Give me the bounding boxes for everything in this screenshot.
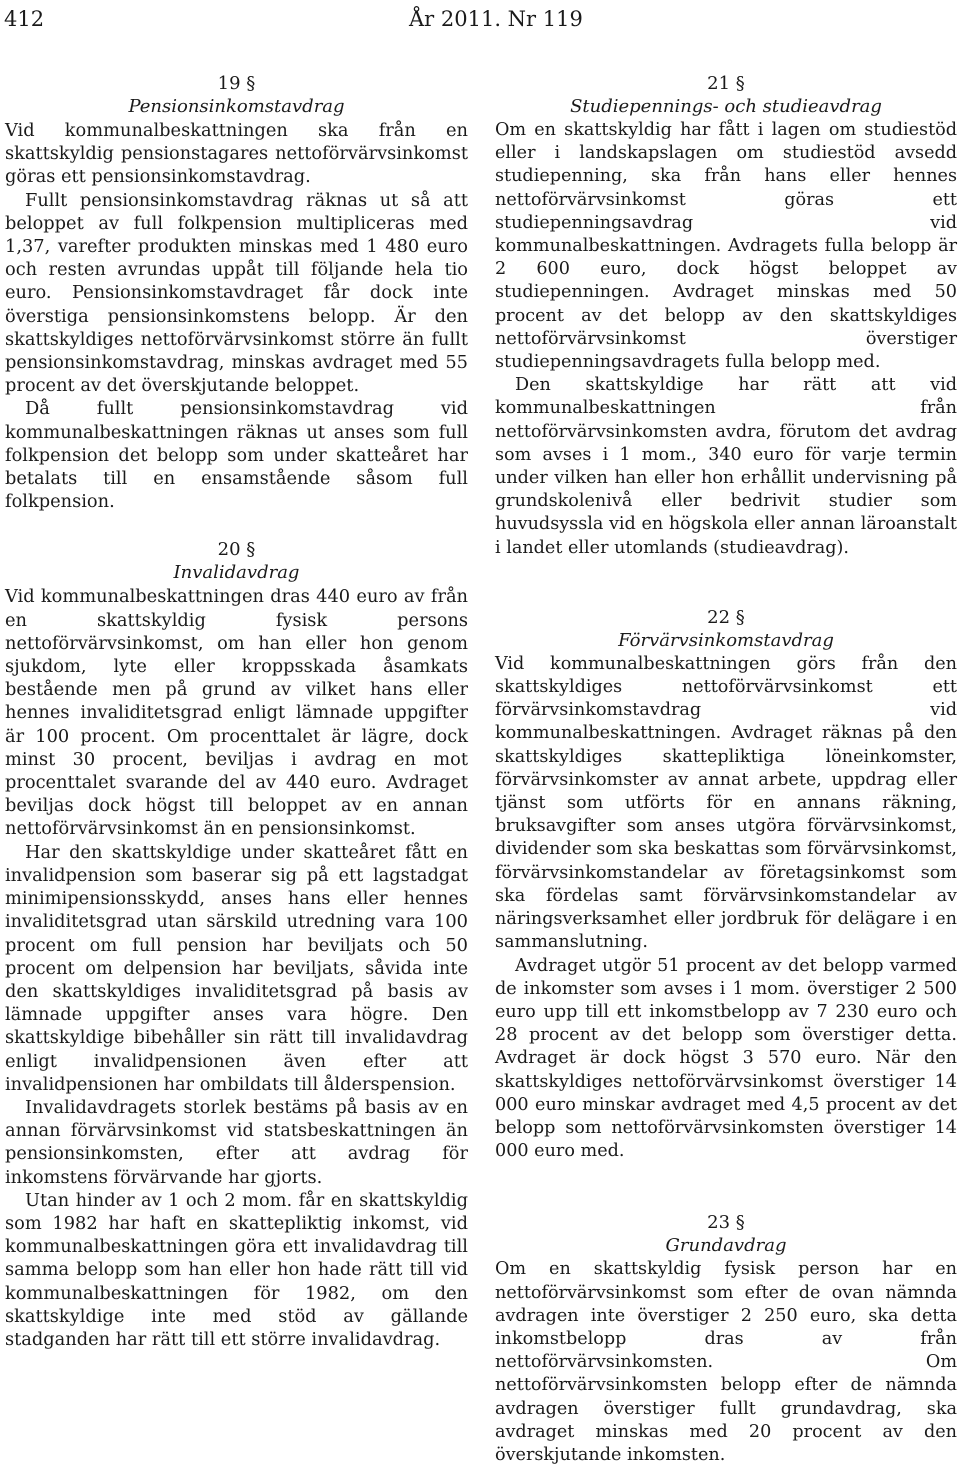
left-column [5,72,468,1351]
issue-heading: År 2011. Nr 119 [409,7,583,31]
paragraph: Den skattskyldige har rätt att vid kommunalbeskattningen från nettoförvärvsinkomsten avdra, förutom det avdrag som avses i 1 mom., 340 euro för varje termin under vilken han eller hon erhållit undervisning på grundskolenivå eller bedrivit studier som huvudsyssla vid en högskola eller annan läroanstalt i landet eller utomlands (studieavdrag). [495,375,957,558]
section-title: Studiepennings- och studieavdrag [570,96,882,117]
page-header [4,4,583,38]
paragraph: Har den skattskyldige under skatteåret fått en invalidpension som baserar sig på ett lagstadgat minimipensionsskydd, anses hans eller hennes invaliditetsgrad utan särskild utredning vara 100 procent om full pension har beviljats och 50 procent om delpension har beviljats, såvida inte den skattskyldiges invaliditetsgrad på basis av lämnade uppgifter anses vara högre. Den skattskyldige bibehåller sin rätt till invalidavdrag enligt invalidpensionen även efter att invalidpensionen har ombildats till ålderspension. [5,841,468,1095]
paragraph: Utan hinder av 1 och 2 mom. får en skattskyldig som 1982 har haft en skattepliktig inkomst, vid kommunalbeskattningen göra ett invalidavdrag till samma belopp som han eller hon hade rätt till vid kommunalbeskattningen för 1982, om den skattskyldige inte med stöd av gällande stadganden har rätt till ett större invalidavdrag. [5,1189,468,1350]
paragraph: Då fullt pensionsinkomstavdrag vid kommunalbeskattningen räknas ut anses som full folkpension det belopp som under skatteåret har betalats till en ensamstående såsom full folkpension. [5,398,468,513]
paragraph: Vid kommunalbeskattningen görs från den skattskyldiges nettoförvärvsinkomst ett förvärvsinkomstavdrag vid kommunalbeskattningen. Avdraget räknas på den skattskyldiges skattepliktiga löneinkomster, förvärvsinkomster av annat arbete, uppdrag eller tjänst som utförts för en annans räkning, bruksavgifter som anses utgöra förvärvsinkomst, dividender som ska beskattas som förvärvsinkomst, förvärvsinkomstandelar av företagsinkomst som ska fördelas samt förvärvsinkomstandelar av näringsverksamhet eller jordbruk för delägare i en sammanslutning. [495,653,957,953]
section-23 [495,1211,957,1467]
section-22 [495,606,957,1163]
paragraph: Invalidavdragets storlek bestäms på basis av en annan förvärvsinkomst vid statsbeskattningen än pensionsinkomsten, efter att avdrag för inkomstens förvärvande har gjorts. [5,1096,468,1188]
section-number: 21 § [707,73,745,94]
section-20 [5,538,468,1351]
section-number: 19 § [217,73,256,94]
section-19 [5,72,468,513]
paragraph: Vid kommunalbeskattningen dras 440 euro av från en skattskyldig fysisk persons nettoförvärvsinkomst, om han eller hon genom sjukdom, lyte eller kroppsskada åsamkats bestående men på grund av vilket hans eller hennes invaliditetsgrad enligt lämnade uppgifter är 100 procent. Om procenttalet är lägre, dock minst 30 procent, beviljas i avdrag en mot procenttalet svarande del av 440 euro. Avdraget beviljas dock högst till beloppet av en annan nettoförvärvsinkomst än en pensionsinkomst. [5,586,468,840]
section-title: Pensionsinkomstavdrag [128,96,345,117]
section-number: 22 § [707,606,745,628]
paragraph: Om en skattskyldig har fått i lagen om studiestöd eller i landskapslagen om studiestöd avsedd studiepenning, ska från hans eller hennes nettoförvärvsinkomst göras ett studiepenningsavdrag vid kommunalbeskattningen. Avdragets fulla belopp är 2 600 euro, dock högst beloppet av studiepenningen. Avdraget minskas med 50 procent av det belopp av den skattskyldiges nettoförvärvsinkomst överstiger studiepenningsavdragets fulla belopp med. [495,120,957,373]
section-title: Invalidavdrag [173,562,300,584]
paragraph: Avdraget utgör 51 procent av det belopp varmed de inkomster som avses i 1 mom. överstiger 2 500 euro upp till ett inkomstbelopp av 7 230 euro och 28 procent av det belopp som överstiger detta. Avdraget är dock högst 3 570 euro. När den skattskyldiges nettoförvärvsinkomst överstiger 14 000 euro minskar avdraget med 4,5 procent av det belopp som nettoförvärvsinkomsten överstiger 14 000 euro med. [495,955,957,1162]
section-title: Grundavdrag [665,1235,787,1257]
paragraph: Fullt pensionsinkomstavdrag räknas ut så att beloppet av full folkpension multipliceras med 1,37, varefter produkten minskas med 1 480 euro och resten avrundas uppåt till följande hela tio euro. Pensionsinkomstavdraget får dock inte överstiga pensionsinkomstens belopp. Är den skattskyldiges nettoförvärvsinkomst större än fullt pensionsinkomstavdrag, minskas avdraget med 55 procent av det överskjutande beloppet. [5,189,468,397]
right-column [495,72,957,1467]
section-number: 20 § [217,539,256,561]
section-title: Förvärvsinkomstavdrag [618,629,834,651]
section-21 [495,72,957,560]
page-number: 412 [4,7,45,31]
paragraph: Vid kommunalbeskattningen ska från en skattskyldig pensionstagares nettoförvärvsinkomst göras ett pensionsinkomstavdrag. [5,120,468,188]
section-number: 23 § [707,1212,745,1234]
paragraph: Om en skattskyldig fysisk person har en nettoförvärvsinkomst som efter de ovan nämnda avdragen inte överstiger 2 250 euro, ska detta inkomstbelopp dras av från nettoförvärvsinkomsten. Om nettoförvärvsinkomsten belopp efter de nämnda avdragen överstiger fullt grundavdrag, ska avdraget minskas med 20 procent av den överskjutande inkomsten. [495,1259,957,1465]
